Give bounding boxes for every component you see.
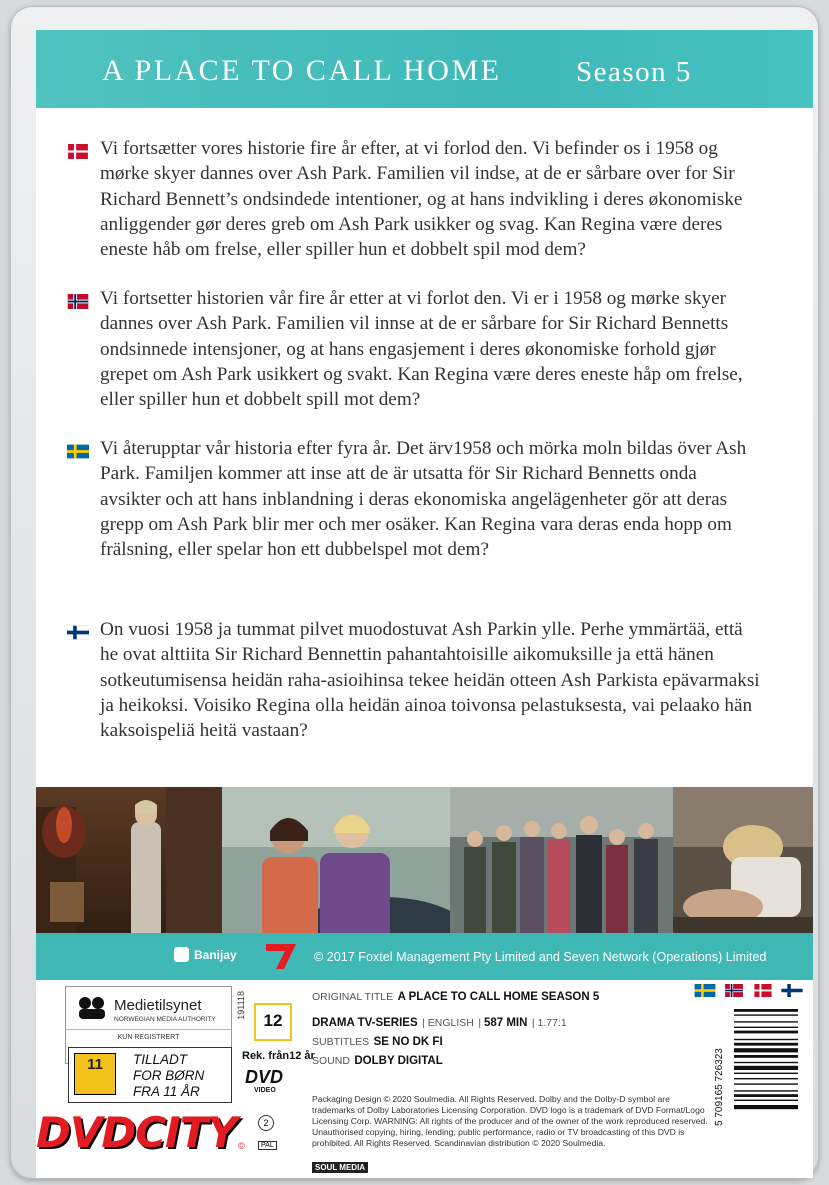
medietilsynet-code: 191118 (236, 991, 246, 1020)
dvd-video-logo (245, 1067, 295, 1103)
bottom-panel (36, 933, 813, 1178)
aspect-value: 1.77:1 (537, 1017, 567, 1029)
subtitles-label: SUBTITLES (312, 1036, 370, 1048)
barcode (716, 1003, 804, 1171)
scene-photo-2 (222, 787, 450, 957)
scene-photo-4 (673, 787, 813, 957)
medietilsynet-registered: KUN REGISTRERT (66, 1029, 231, 1041)
medietilsynet-sub: NORWEGIAN MEDIA AUTHORITY (114, 1016, 216, 1023)
subtitles-value: SE NO DK FI (373, 1036, 443, 1048)
sweden-flag-icon (67, 444, 89, 459)
legal-fine-print: Packaging Design © 2020 Soulmedia. All Rights Reserved. Dolby and the Dolby-D symbol are trademarks of Dolby Laboratories Licensing Corporation. DVD logo is a trademark of DVD Format/Logo Licensing Corp. WARNING: All rights of the producer and of the owner of the work reproduced reserved. Unauthorised copying, hiring, lending, public performance, radio or TV broadcasting of this DVD is prohibited. All Rights Reserved. Scandinavian distribution © 2020 Soulmedia. (312, 1094, 708, 1148)
scene-photo-3 (450, 787, 673, 957)
medietilsynet-logo-icon (76, 995, 108, 1021)
copyright-notice: © 2017 Foxtel Management Pty Limited and Seven Network (Operations) Limited (314, 950, 767, 964)
description-text: Vi fortsætter vores historie fire år efter, at vi forlod den. Vi befinder os i 1958 og mørke skyer dannes over Ash Park. Familien vil indse, at de er sårbare over for Sir Richard Bennett’s ondsindede intentioner, og at hans indvikling i deres økonomiske anliggender gør deres greb om Ash Park usikker og svag. Kan Regina være deres eneste håb om frelse, eller spiller hun et dobbelt spil mod dem? (100, 138, 743, 261)
banijay-mark-icon (174, 947, 189, 962)
sound-value: DOLBY DIGITAL (354, 1055, 443, 1067)
genre-row: DRAMA TV-SERIES | ENGLISH | 587 MIN | 1.77:1 (312, 1017, 567, 1029)
original-title-row (312, 987, 599, 1005)
norway-flag-icon (67, 294, 89, 309)
scene-photo-strip (36, 787, 813, 957)
series-title: A PLACE TO CALL HOME (102, 54, 502, 87)
soulmedia-logo: SOUL MEDIA (312, 1162, 368, 1173)
description-text: Vi fortsetter historien vår fire år etter at vi forlot den. Vi er i 1958 og mørke skyer dannes over Ash Park. Familien vil innse at de er sårbare for Sir Richard Bennetts ondsinnede intensjoner, og at hans engasjement i deres økonomiske forhold gjør grepet om Ash Park usikkert og svakt. Kan Regina være deres eneste håp om frelse, eller spiller hun et dobbelt spill mot dem? (100, 288, 743, 411)
banijay-label: Banijay (194, 947, 237, 962)
dvd-video-text: VIDEO (254, 1087, 276, 1094)
danish-age-value: 11 (74, 1053, 116, 1095)
subtitle-language-flags (694, 984, 803, 997)
sweden-flag-icon (694, 984, 716, 997)
sound-label: SOUND (312, 1055, 350, 1067)
norway-flag-icon (723, 984, 745, 997)
dvd-logo-text: DVD (245, 1067, 284, 1087)
original-title-value: A PLACE TO CALL HOME SEASON 5 (397, 991, 600, 1003)
denmark-flag-icon (752, 984, 774, 997)
finland-flag-icon (67, 625, 89, 640)
dvd-back-cover (36, 30, 813, 1178)
description-text: On vuosi 1958 ja tummat pilvet muodostuvat Ash Parkin ylle. Perhe ymmärtää, että he ovat alttiita Sir Richard Bennettin pahantahtoisille aikomuksille ja että hänen sotkeutumisensa heidän raha-asioihinsa tekee heidän otteen Ash Parkista epävarmaksi ja heikoksi. Voisiko Regina olla heidän ainoa toivonsa pelastuksesta, vai pelaako hän kaksoispeliä heitä vastaan? (100, 619, 760, 742)
runtime-value: 587 MIN (483, 1017, 528, 1029)
description-text: Vi återupptar vår historia efter fyra år. Det ärv1958 och mörka moln bildas över Ash Park. Familjen kommer att inse att de är utsatta för Sir Richard Bennetts onda avsikter och att hans inblandning i deras ekonomiska angelägenheter gör att deras grepp om Ash Park blir mer och mer osäker. Kan Regina vara deras enda hopp om frälsning, eller spelar hon ett dubbelspel mot dem? (100, 438, 747, 561)
pal-badge: PAL (258, 1141, 277, 1150)
season-label: Season 5 (576, 56, 692, 88)
dvdcity-watermark: DVDCITY (36, 1108, 237, 1157)
language-value: ENGLISH (427, 1017, 474, 1029)
swedish-age-text: Rek. från12 år (242, 1050, 315, 1062)
medietilsynet-name: Medietilsynet (114, 997, 202, 1014)
denmark-flag-icon (67, 144, 89, 159)
swedish-age-rating: 12 (254, 1003, 292, 1041)
original-title-label: ORIGINAL TITLE (312, 991, 394, 1003)
genre-value: DRAMA TV-SERIES (312, 1017, 418, 1029)
dvdcity-copyright-mark: © (238, 1141, 245, 1151)
barcode-icon (716, 1003, 804, 1171)
subtitles-row (312, 1032, 443, 1050)
danish-age-text: TILLADT FOR BØRN FRA 11 ÅR (133, 1052, 205, 1099)
title-banner (36, 30, 813, 108)
barcode-number: 5 709165 726323 (714, 1048, 725, 1126)
danish-age-rating (68, 1047, 232, 1103)
sound-row (312, 1051, 443, 1069)
region-code-icon: 2 (258, 1115, 274, 1131)
scene-photo-1 (36, 787, 222, 957)
finland-flag-icon (781, 984, 803, 997)
seven-network-logo (262, 941, 302, 971)
banijay-logo (174, 947, 237, 962)
